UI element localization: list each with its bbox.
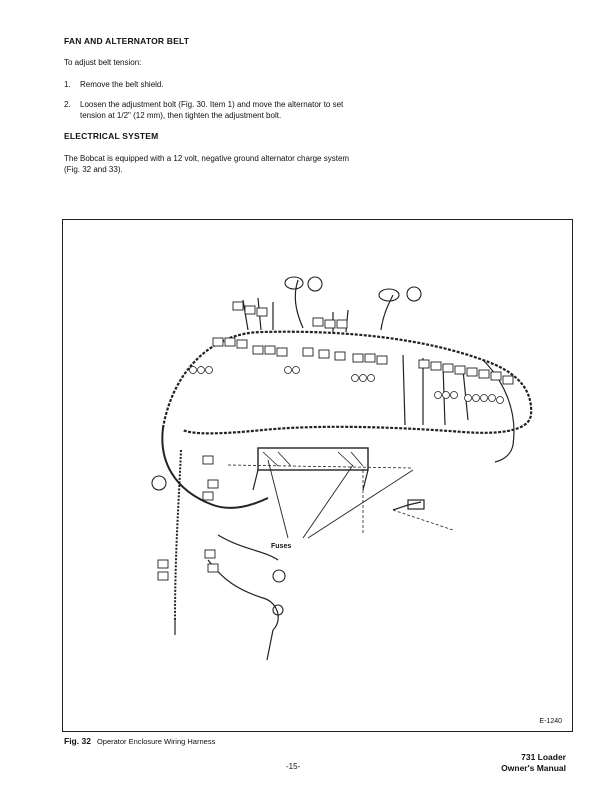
footer-model: 731 Loader xyxy=(521,752,566,762)
figure-code: E-1240 xyxy=(539,718,562,725)
electrical-text-line1: The Bobcat is equipped with a 12 volt, negative ground alternator charge system xyxy=(64,154,350,163)
figure-caption xyxy=(64,736,215,746)
fuses-label: Fuses xyxy=(271,543,292,550)
footer-title xyxy=(501,752,566,774)
step-2-number: 2. xyxy=(64,100,71,109)
section-heading-fan-belt: FAN AND ALTERNATOR BELT xyxy=(64,36,190,46)
page-number: -15- xyxy=(286,762,301,771)
figure-caption-number: Fig. 32 xyxy=(64,736,91,746)
intro-text: To adjust belt tension: xyxy=(64,58,142,67)
step-1-number: 1. xyxy=(64,80,71,89)
figure-caption-text: Operator Enclosure Wiring Harness xyxy=(96,737,216,746)
electrical-text-line2: (Fig. 32 and 33). xyxy=(64,165,123,174)
step-2-text-line2: tension at 1/2" (12 mm), then tighten the adjustment bolt. xyxy=(80,111,282,120)
figure-frame xyxy=(62,219,573,732)
section-heading-electrical: ELECTRICAL SYSTEM xyxy=(64,131,159,141)
step-2-text-line1: Loosen the adjustment bolt (Fig. 30. Item 1) and move the alternator to set xyxy=(80,100,344,109)
footer-manual: Owner's Manual xyxy=(501,763,566,773)
step-1-text: Remove the belt shield. xyxy=(80,80,164,89)
wiring-harness-diagram xyxy=(63,220,572,731)
